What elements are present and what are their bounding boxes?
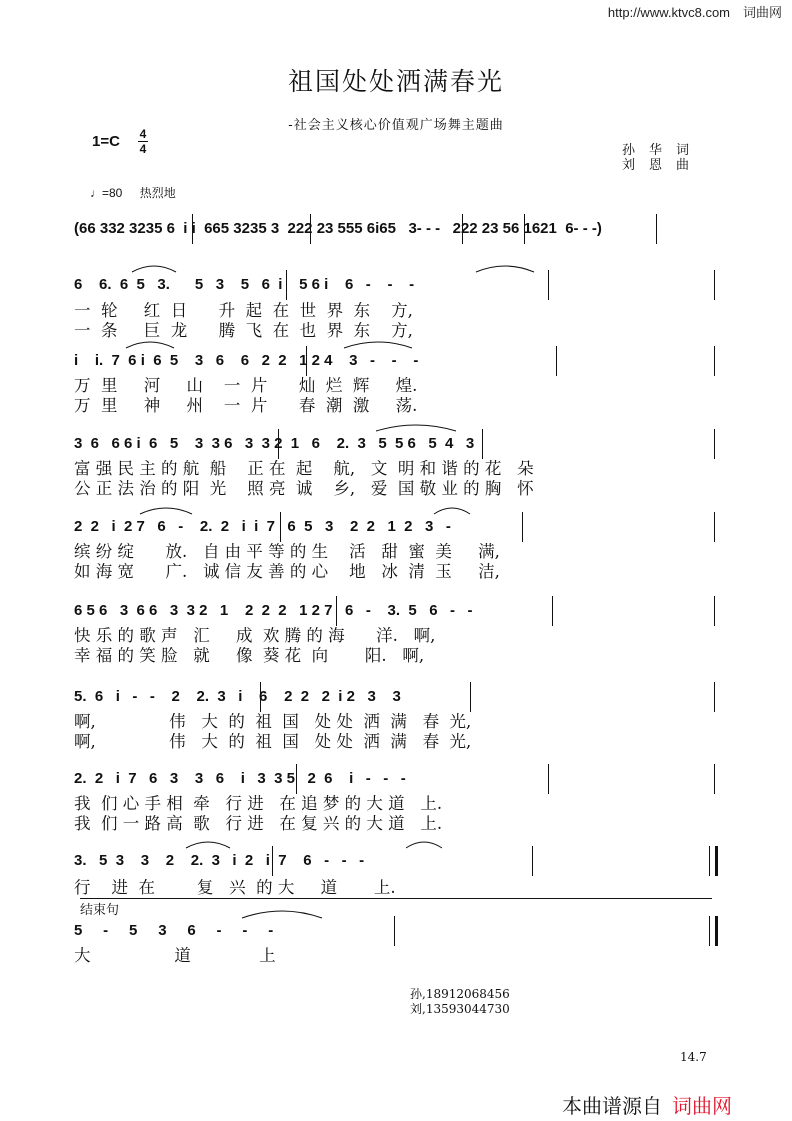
barline <box>714 596 715 626</box>
notation-line: 2. 2 i 7 6 3 3 6 i 3 3 5 2 6 i - - - <box>74 770 406 787</box>
notation-line: (66 332 3235 6 i i 665 3235 3 222 23 555 6i65 3- - - 222 23 56 1621 6- - -) <box>74 220 602 237</box>
barline <box>714 512 715 542</box>
music-system-8 <box>74 852 718 876</box>
barline <box>548 270 549 300</box>
final-barline <box>709 916 718 946</box>
music-system-ending <box>74 922 718 946</box>
barline <box>714 764 715 794</box>
tempo-marking <box>90 184 176 201</box>
notation-line: 6 5 6 3 6 6 3 3 2 1 2 2 2 1 2 7 6 - 3. 5 6 - - <box>74 602 473 619</box>
music-system-1 <box>74 276 718 300</box>
music-system-3 <box>74 435 718 459</box>
barline <box>714 429 715 459</box>
contact-phone: 刘,13593044730 <box>410 1002 510 1016</box>
music-system-4 <box>74 518 718 542</box>
barline <box>310 214 311 244</box>
slur <box>374 421 458 433</box>
barline <box>192 214 193 244</box>
barline <box>524 214 525 244</box>
barline <box>552 596 553 626</box>
barline <box>714 270 715 300</box>
barline <box>462 214 463 244</box>
time-signature-top: 4 <box>139 127 147 141</box>
music-system-5 <box>74 602 718 626</box>
time-signature <box>138 128 148 155</box>
lyric-line: 行 进 在 复 兴 的 大 道 上. <box>74 878 396 897</box>
notation-line: 6 6. 6 5 3. 5 3 5 6 i 5 6 i 6 - - - <box>74 276 415 293</box>
lyric-line: 公 正 法 治 的 阳 光 照 亮 诚 乡, 爱 国 敬 业 的 胸 怀 <box>74 479 534 498</box>
barline <box>272 846 273 876</box>
footer-brand <box>562 1090 732 1119</box>
music-system-intro <box>74 220 718 244</box>
tempo-bpm: ♩=80 <box>90 186 123 200</box>
slur <box>124 338 176 350</box>
lyric-line: 啊, 伟 大 的 祖 国 处 处 洒 满 春 光, <box>74 732 472 751</box>
slur <box>184 838 232 850</box>
barline <box>286 270 287 300</box>
music-system-6 <box>74 688 718 712</box>
notation-line: i i. 7 6 i 6 5 3 6 6 2 2 1 2 4 3 - - - <box>74 352 419 369</box>
barline <box>482 429 483 459</box>
lyric-line: 幸 福 的 笑 脸 就 像 葵 花 向 阳. 啊, <box>74 646 425 665</box>
music-system-2 <box>74 352 718 376</box>
tempo-expression: 热烈地 <box>139 186 176 200</box>
lyric-line: 缤 纷 绽 放. 自 由 平 等 的 生 活 甜 蜜 美 满, <box>74 542 500 561</box>
repeat-barline <box>709 846 718 876</box>
song-title: 祖国处处洒满春光 <box>287 67 504 96</box>
barline <box>532 846 533 876</box>
slur <box>138 504 194 516</box>
barline <box>470 682 471 712</box>
lyric-line: 我 们 心 手 相 牵 行 进 在 追 梦 的 大 道 上. <box>74 794 443 813</box>
barline <box>556 346 557 376</box>
time-signature-bottom: 4 <box>139 142 147 156</box>
barline <box>260 682 261 712</box>
slur <box>240 906 324 920</box>
lyric-line: 啊, 伟 大 的 祖 国 处 处 洒 满 春 光, <box>74 712 472 731</box>
notation-line: 5. 6 i - - 2 2. 3 i 6 2 2 2 i 2 3 3 <box>74 688 401 705</box>
lyric-line: 万 里 神 州 一 片 春 潮 激 荡. <box>74 396 418 415</box>
barline <box>548 764 549 794</box>
barline <box>714 682 715 712</box>
footer-source-text: 本曲谱源自 <box>562 1096 662 1118</box>
key-signature: 1=C <box>92 133 120 150</box>
slur <box>432 504 472 516</box>
lyric-line: 一 轮 红 日 升 起 在 世 界 东 方, <box>74 301 413 320</box>
barline <box>522 512 523 542</box>
notation-line: 2 2 i 2 7 6 - 2. 2 i i 7 6 5 3 2 2 1 2 3 - <box>74 518 451 535</box>
lyric-line: 万 里 河 山 一 片 灿 烂 辉 煌. <box>74 376 418 395</box>
lyric-line: 富 强 民 主 的 航 船 正 在 起 航, 文 明 和 谐 的 花 朵 <box>74 459 534 478</box>
slur <box>342 338 414 350</box>
notation-line: 3. 5 3 3 2 2. 3 i 2 i 7 6 - - - <box>74 852 365 869</box>
ending-label: 结束句 <box>80 898 712 918</box>
barline <box>714 346 715 376</box>
barline <box>394 916 395 946</box>
song-subtitle: -社会主义核心价值观广场舞主题曲 <box>288 118 504 133</box>
lyric-line: 快 乐 的 歌 声 汇 成 欢 腾 的 海 洋. 啊, <box>74 626 436 645</box>
slur <box>130 262 178 274</box>
barline <box>280 512 281 542</box>
contact-phone: 孙,18912068456 <box>410 987 510 1001</box>
barline <box>278 429 279 459</box>
lyric-line: 一 条 巨 龙 腾 飞 在 也 界 东 方, <box>74 321 413 340</box>
site-url[interactable]: http://www.ktvc8.com 词曲网 <box>607 5 782 20</box>
barline <box>656 214 657 244</box>
barline <box>296 764 297 794</box>
barline <box>336 596 337 626</box>
lyric-line: 如 海 宽 广. 诚 信 友 善 的 心 地 冰 清 玉 洁, <box>74 562 500 581</box>
footer-site-name[interactable]: 词曲网 <box>672 1096 732 1118</box>
lyric-line: 我 们 一 路 高 歌 行 进 在 复 兴 的 大 道 上. <box>74 814 443 833</box>
barline <box>306 346 307 376</box>
lyric-line: 大 道 上 <box>74 946 276 965</box>
music-system-7 <box>74 770 718 794</box>
notation-line: 5 - 5 3 6 - - - <box>74 922 274 939</box>
notation-line: 3 6 6 6 i 6 5 3 3 6 3 3 2 1 6 2. 3 5 5 6 5 4 3 <box>74 435 475 452</box>
slur <box>404 838 444 850</box>
date-stamp: 14.7 <box>680 1050 707 1064</box>
slur <box>474 262 536 274</box>
lyricist-credit: 孙华词 <box>622 143 704 158</box>
composer-credit: 刘恩曲 <box>622 158 704 173</box>
